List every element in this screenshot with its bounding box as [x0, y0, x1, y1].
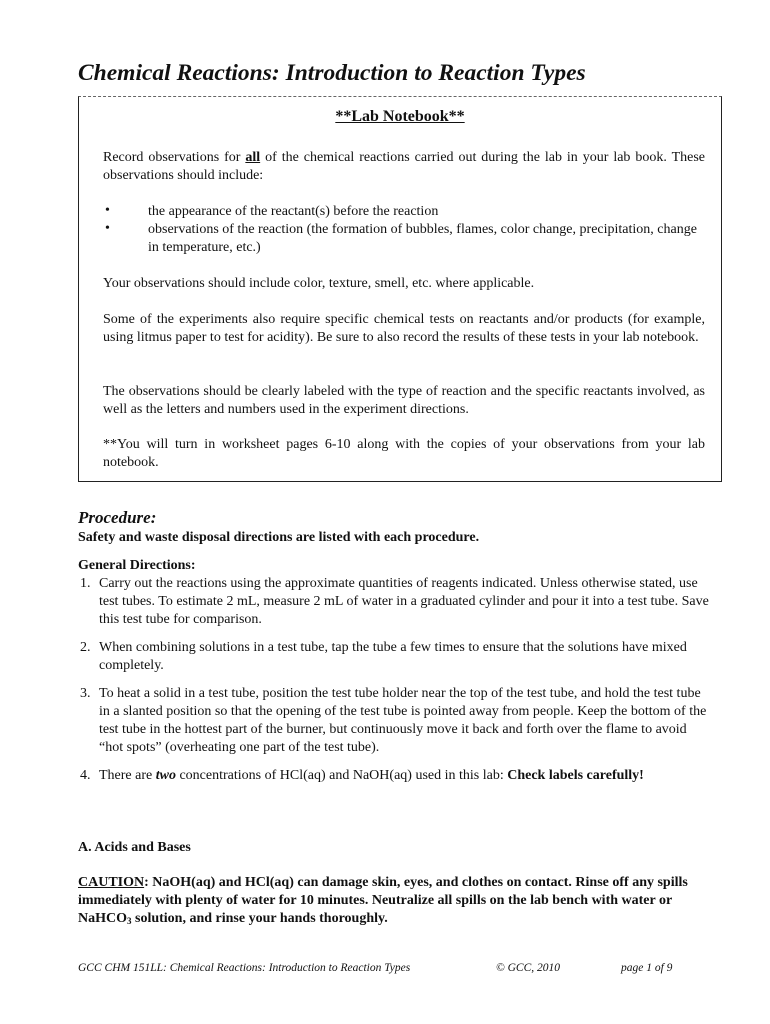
direction-text: Carry out the reactions using the approximate quantities of reagents indicated. Unless otherwise stated, use test tubes. To estimate 2 mL, measure 2 mL of water in a graduated cylinder and pour it into a test tube. Save this test tube for comparison. [99, 576, 709, 627]
lab-notebook-heading: **Lab Notebook** [335, 108, 465, 125]
bullet-text: observations of the reaction (the formation of bubbles, flames, color change, precipitation, change in temperature, etc.) [148, 222, 697, 255]
footer-page-number: page 1 of 9 [621, 962, 673, 974]
procedure-heading: Procedure: [78, 508, 157, 527]
caution-text-end: solution, and rinse your hands thoroughly. [131, 911, 388, 926]
caution-paragraph [78, 874, 708, 928]
footer-copyright: © GCC, 2010 [496, 962, 561, 974]
direction-number: 4. [80, 768, 91, 783]
direction-4-bold: Check labels carefully! [507, 768, 644, 783]
bullet-dot-icon: • [105, 221, 110, 236]
bullet-dot-icon: • [105, 203, 110, 218]
general-directions-heading: General Directions: [78, 558, 196, 573]
lab-notebook-box [78, 96, 722, 482]
caution-subscript: 3 [127, 916, 132, 926]
direction-text: When combining solutions in a test tube, tap the tube a few times to ensure that the solutions have mixed completely. [99, 640, 687, 673]
direction-text: To heat a solid in a test tube, position the test tube holder near the top of the test tube, and hold the test tube in a slanted position so that the opening of the test tube is pointed away from people. Keep the bottom of the test tube in the hottest part of the burner, but continuously move it back and forth over the flame to avoid “hot spots” (overheating one part of the test tube). [99, 686, 707, 755]
section-a-heading: A. Acids and Bases [78, 840, 191, 855]
caution-label: CAUTION [78, 875, 145, 890]
intro-pre: Record observations for [103, 150, 246, 165]
notebook-paragraph: The observations should be clearly labeled with the type of reaction and the specific reactants involved, as well as the letters and numbers used in the experiment directions. [103, 384, 705, 417]
direction-number: 3. [80, 686, 91, 701]
caution-text: : NaOH(aq) and HCl(aq) can damage skin, eyes, and clothes on contact. Rinse off any spills immediately with plenty of water for 10 minutes. Neutralize all spills on the lab bench with water or NaHCO [78, 875, 688, 926]
direction-4-mid: concentrations of HCl(aq) and NaOH(aq) used in this lab: [175, 768, 508, 783]
intro-emphasis: all [245, 150, 261, 165]
intro-post: of the chemical reactions carried out during the lab in your lab book. These observations should include: [103, 150, 705, 183]
direction-number: 1. [80, 576, 91, 591]
notebook-intro [103, 149, 705, 185]
direction-text [99, 767, 710, 785]
notebook-paragraph: Your observations should include color, texture, smell, etc. where applicable. [103, 276, 535, 291]
notebook-paragraph: **You will turn in worksheet pages 6-10 along with the copies of your observations from your lab notebook. [103, 437, 705, 470]
direction-4-emphasis: two [155, 768, 176, 783]
direction-number: 2. [80, 640, 91, 655]
notebook-paragraph: Some of the experiments also require specific chemical tests on reactants and/or products (for example, using litmus paper to test for acidity). Be sure to also record the results of these tests in your lab notebook. [103, 312, 705, 345]
procedure-subheading: Safety and waste disposal directions are listed with each procedure. [78, 530, 480, 545]
direction-4-pre: There are [99, 768, 156, 783]
page-title: Chemical Reactions: Introduction to Reaction Types [78, 60, 586, 86]
footer-course: GCC CHM 151LL: Chemical Reactions: Introduction to Reaction Types [78, 962, 411, 974]
bullet-text: the appearance of the reactant(s) before the reaction [148, 204, 439, 219]
